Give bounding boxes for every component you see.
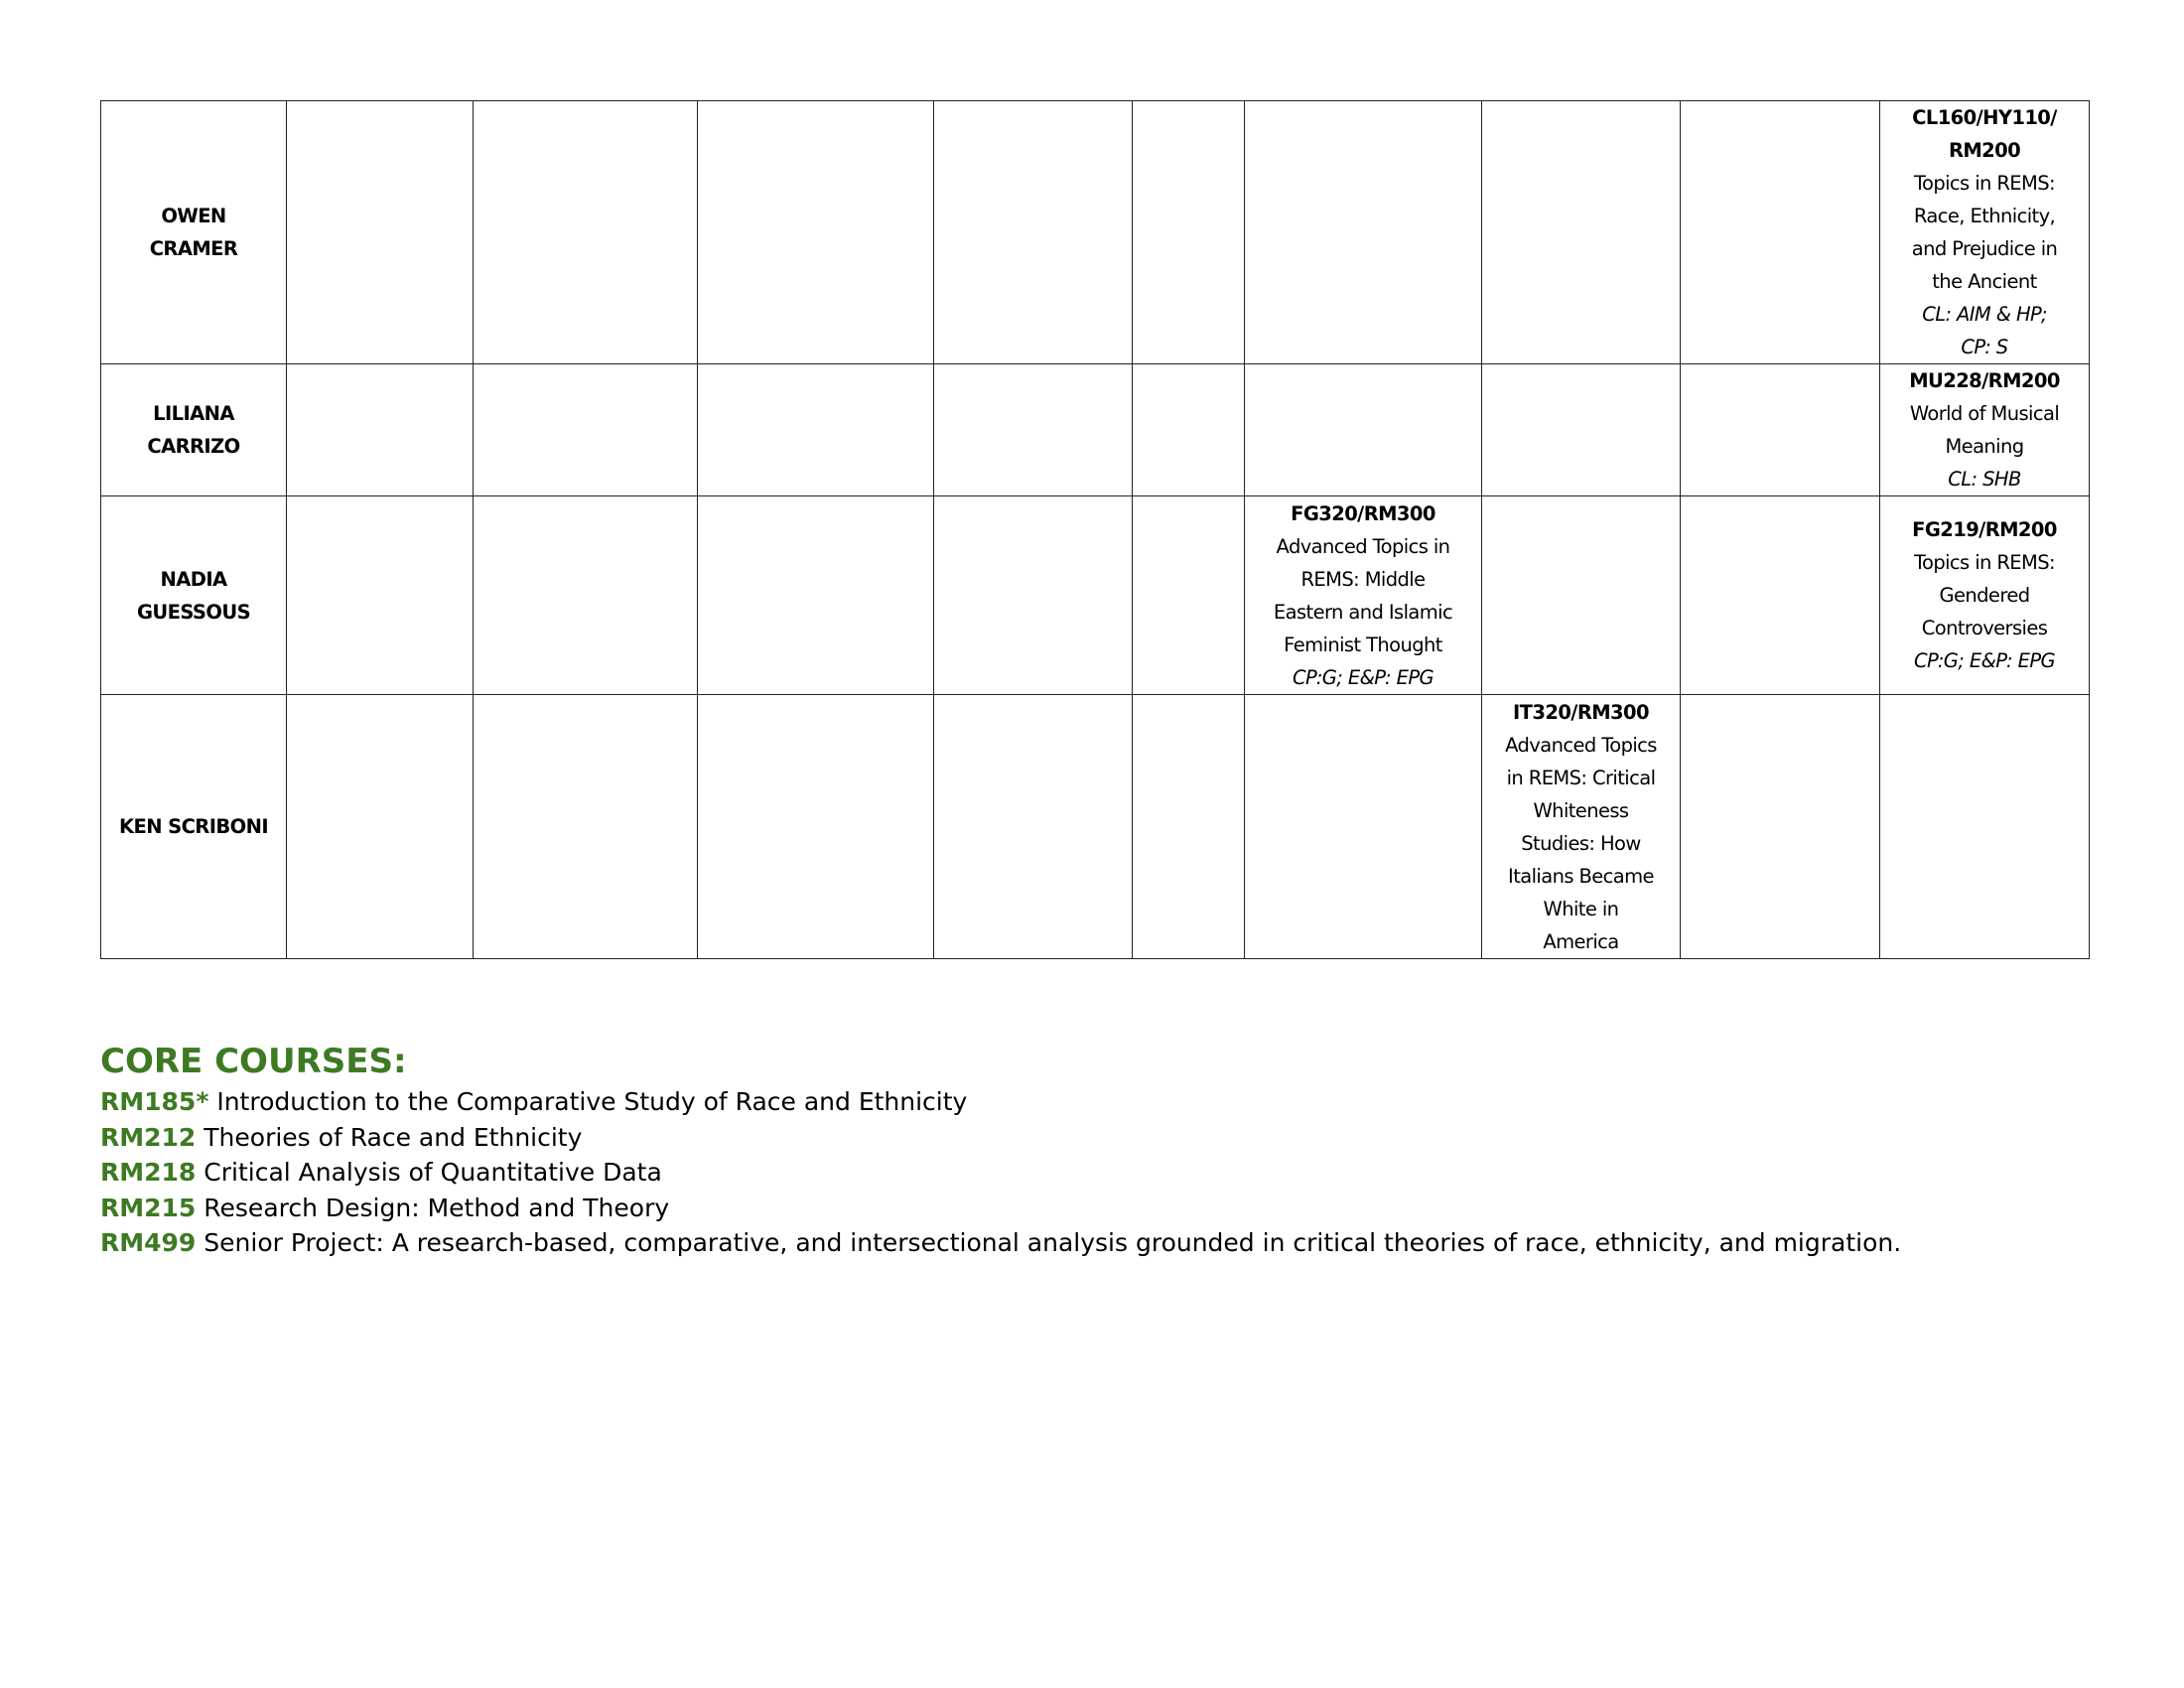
table-cell xyxy=(1681,101,1880,364)
core-course-code: RM215 xyxy=(100,1193,197,1222)
course-title: Whiteness xyxy=(1533,798,1629,822)
core-course-description: Senior Project: A research-based, comparative, and intersectional analysis grounded in critical theories of race, ethnicity, and migration. xyxy=(204,1228,1902,1257)
table-cell xyxy=(287,496,474,695)
core-course-code: RM185* xyxy=(100,1087,209,1116)
table-row xyxy=(101,496,2090,695)
table-cell xyxy=(934,695,1133,959)
course-title: REMS: Middle xyxy=(1300,567,1426,591)
table-cell xyxy=(1681,695,1880,959)
core-course-description: Theories of Race and Ethnicity xyxy=(204,1122,583,1152)
table-cell xyxy=(698,101,934,364)
course-attributes: CP: S xyxy=(1961,336,2008,358)
course-title: Advanced Topics in xyxy=(1276,534,1450,558)
table-cell xyxy=(474,695,698,959)
table-cell xyxy=(474,101,698,364)
course-title: Advanced Topics xyxy=(1505,733,1657,757)
course-code: IT320/RM300 xyxy=(1513,700,1649,724)
table-cell xyxy=(1133,101,1245,364)
course-code: CL160/HY110/ xyxy=(1912,106,2057,129)
course-attributes: CL: AIM & HP; xyxy=(1922,303,2047,326)
course-cell xyxy=(1245,496,1482,695)
table-cell xyxy=(934,101,1133,364)
course-cell xyxy=(1880,101,2090,364)
table-cell xyxy=(1133,364,1245,496)
core-course-description: Critical Analysis of Quantitative Data xyxy=(204,1158,662,1187)
core-course-item xyxy=(100,1191,1901,1226)
faculty-name: LILIANA CARRIZO xyxy=(101,364,287,496)
core-courses-heading: CORE COURSES: xyxy=(100,1042,407,1081)
core-course-item xyxy=(100,1155,1901,1191)
course-title: Meaning xyxy=(1945,435,2024,458)
table-cell xyxy=(1681,364,1880,496)
course-title: Italians Became xyxy=(1508,864,1654,888)
table-cell xyxy=(1245,695,1482,959)
course-title: White in xyxy=(1543,897,1619,920)
core-course-description: Research Design: Method and Theory xyxy=(204,1193,670,1222)
course-attributes: CL: SHB xyxy=(1948,468,2021,491)
core-course-item xyxy=(100,1225,1901,1261)
table-row xyxy=(101,695,2090,959)
core-course-code: RM218 xyxy=(100,1158,197,1187)
table-cell xyxy=(287,695,474,959)
core-course-code: RM212 xyxy=(100,1122,197,1152)
table-cell xyxy=(698,695,934,959)
faculty-name: OWEN CRAMER xyxy=(101,101,287,364)
table-cell xyxy=(1245,364,1482,496)
table-cell xyxy=(698,364,934,496)
course-title: in REMS: Critical xyxy=(1506,766,1656,789)
course-title: and Prejudice in xyxy=(1911,237,2058,260)
faculty-name: NADIA GUESSOUS xyxy=(101,496,287,695)
course-title: Race, Ethnicity, xyxy=(1913,205,2056,227)
course-code: FG320/RM300 xyxy=(1291,501,1435,525)
course-title: Eastern and Islamic xyxy=(1273,600,1453,624)
table-cell xyxy=(1133,695,1245,959)
course-title: World of Musical xyxy=(1909,402,2060,425)
table-cell xyxy=(698,496,934,695)
table-cell xyxy=(1880,695,2090,959)
faculty-name: KEN SCRIBONI xyxy=(101,695,287,959)
course-title: Feminist Thought xyxy=(1284,633,1442,656)
core-course-item xyxy=(100,1084,1901,1120)
table-cell xyxy=(934,364,1133,496)
core-courses-section xyxy=(100,1039,1901,1261)
table-cell xyxy=(1681,496,1880,695)
course-code: RM200 xyxy=(1948,139,2021,162)
table-cell xyxy=(1482,101,1681,364)
core-course-description: Introduction to the Comparative Study of Race and Ethnicity xyxy=(216,1087,968,1116)
table-cell xyxy=(474,364,698,496)
table-row xyxy=(101,101,2090,364)
table-cell xyxy=(934,496,1133,695)
course-attributes: CP:G; E&P: EPG xyxy=(1914,649,2055,672)
course-title: Gendered xyxy=(1939,584,2030,607)
core-course-item xyxy=(100,1120,1901,1156)
course-title: the Ancient xyxy=(1932,270,2037,293)
table-cell xyxy=(287,364,474,496)
course-cell xyxy=(1880,364,2090,496)
course-title: America xyxy=(1543,929,1619,953)
table-cell xyxy=(1133,496,1245,695)
table-cell xyxy=(287,101,474,364)
course-cell xyxy=(1880,496,2090,695)
table-cell xyxy=(474,496,698,695)
course-title: Topics in REMS: xyxy=(1913,551,2056,574)
course-code: MU228/RM200 xyxy=(1909,369,2060,392)
table-cell xyxy=(1482,364,1681,496)
table-cell xyxy=(1245,101,1482,364)
core-course-code: RM499 xyxy=(100,1228,197,1257)
course-title: Controversies xyxy=(1921,617,2048,639)
course-title: Studies: How xyxy=(1521,831,1641,855)
course-code: FG219/RM200 xyxy=(1912,518,2057,541)
course-schedule-table xyxy=(100,100,2090,959)
table-row xyxy=(101,364,2090,496)
course-attributes: CP:G; E&P: EPG xyxy=(1293,665,1433,689)
table-cell xyxy=(1482,496,1681,695)
course-title: Topics in REMS: xyxy=(1913,172,2056,195)
course-cell xyxy=(1482,695,1681,959)
